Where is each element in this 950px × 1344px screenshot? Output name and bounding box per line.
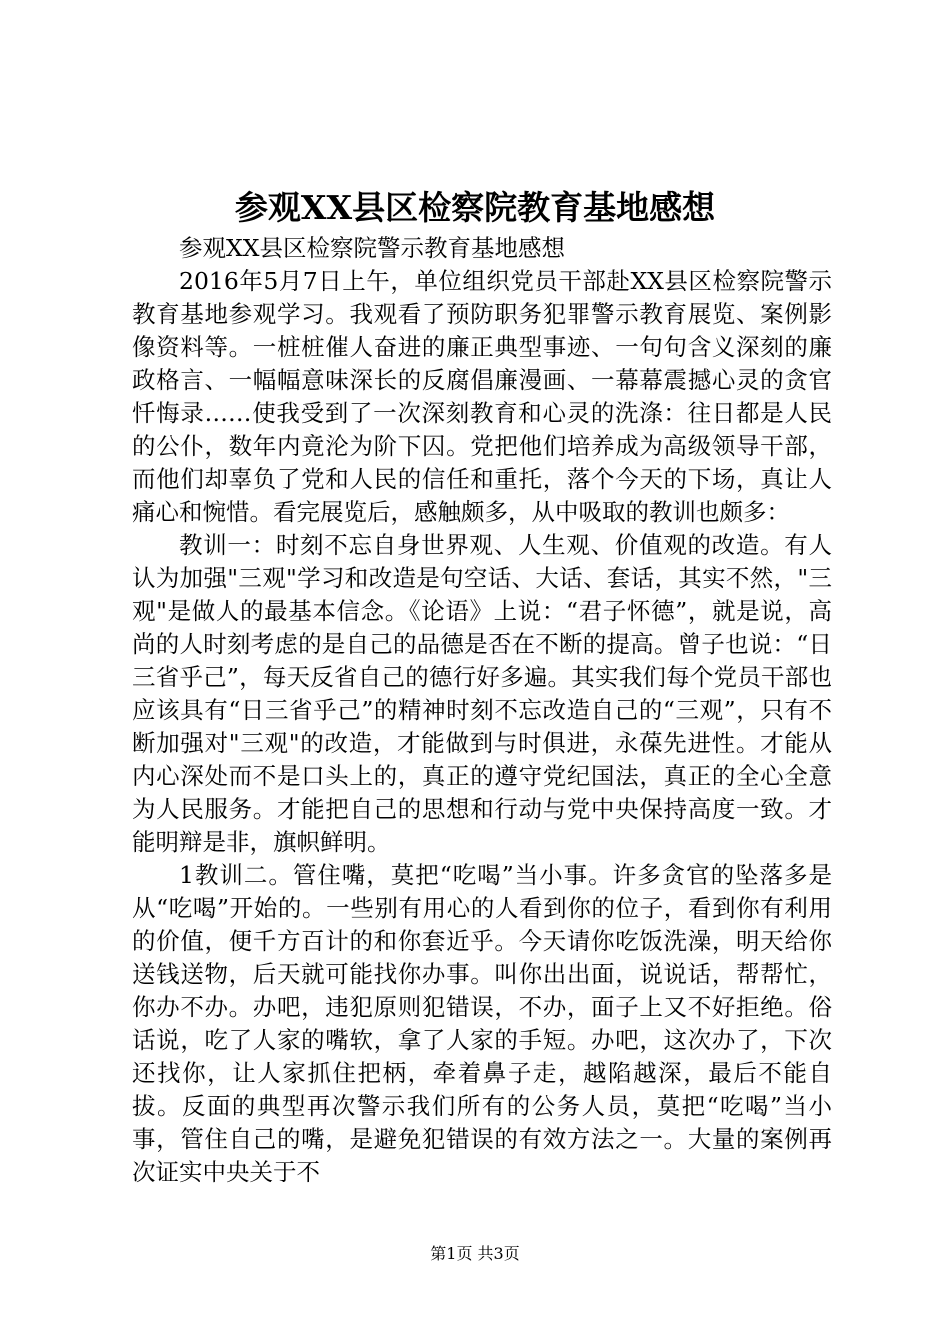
document-title: 参观XX县区检察院教育基地感想 [234,188,716,227]
document-body [132,232,832,1189]
paragraph-lesson-one: 教训一：时刻不忘自身世界观、人生观、价值观的改造。有人认为加强"三观"学习和改造是句空话、大话、套话，其实不然，"三观"是做人的最基本信念。《论语》上说：“君子怀德”，就是说，高尚的人时刻考虑的是自己的品德是否在不断的提高。曾子也说：“日三省乎己”，每天反省自己的德行好多遍。其实我们每个党员干部也应该具有“日三省乎己”的精神时刻不忘改造自己的“三观”，只有不断加强对"三观"的改造，才能做到与时俱进，永葆先进性。才能从内心深处而不是口头上的，真正的遵守党纪国法，真正的全心全意为人民服务。才能把自己的思想和行动与党中央保持高度一致。才能明辩是非，旗帜鲜明。 [132,531,832,856]
page-footer: 第1页 共3页 [430,1244,520,1263]
paragraph-intro: 2016年5月7日上午，单位组织党员干部赴XX县区检察院警示教育基地参观学习。我观看了预防职务犯罪警示教育展览、案例影像资料等。一桩桩催人奋进的廉正典型事迹、一句句含义深刻的廉政格言、一幅幅意味深长的反腐倡廉漫画、一幕幕震撼心灵的贪官忏悔录……使我受到了一次深刻教育和心灵的洗涤：往日都是人民的公仆，数年内竟沦为阶下囚。党把他们培养成为高级领导干部，而他们却辜负了党和人民的信任和重托，落个今天的下场，真让人痛心和惋惜。看完展览后，感触颇多，从中吸取的教训也颇多： [132,267,832,526]
paragraph-lesson-two: 1教训二。管住嘴，莫把“吃喝”当小事。许多贪官的坠落多是从“吃喝”开始的。一些别有用心的人看到你的位子，看到你有利用的价值，便千方百计的和你套近乎。今天请你吃饭洗澡，明天给你送钱送物，后天就可能找你办事。叫你出出面，说说话，帮帮忙，你办不办。办吧，违犯原则犯错误，不办，面子上又不好拒绝。俗话说，吃了人家的嘴软，拿了人家的手短。办吧，这次办了，下次还找你，让人家抓住把柄，牵着鼻子走，越陷越深，最后不能自拔。反面的典型再次警示我们所有的公务人员，莫把“吃喝”当小事，管住自己的嘴，是避免犯错误的有效方法之一。大量的案例再次证实中央关于不 [132,861,832,1186]
paragraph-subtitle: 参观XX县区检察院警示教育基地感想 [179,234,565,262]
